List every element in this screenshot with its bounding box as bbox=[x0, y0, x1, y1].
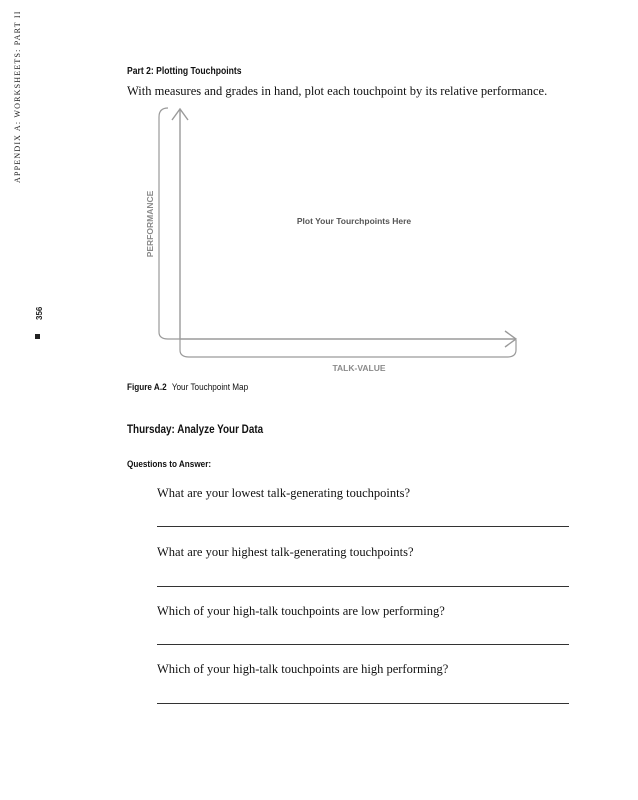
question-4: Which of your high-talk touchpoints are high performing? bbox=[157, 662, 449, 676]
running-head: APPENDIX A: WORKSHEETS: PART II bbox=[13, 10, 22, 183]
figure-caption-text: Your Touchpoint Map bbox=[171, 382, 249, 393]
section-heading: Part 2: Plotting Touchpoints bbox=[127, 66, 242, 77]
figure-frame-bottom bbox=[180, 339, 516, 357]
sidebar-square-bullet bbox=[35, 334, 40, 339]
answer-line-1[interactable] bbox=[157, 526, 569, 527]
answer-line-3[interactable] bbox=[157, 644, 569, 645]
figure-caption-label: Figure A.2 bbox=[127, 382, 167, 393]
figure-caption bbox=[127, 382, 248, 393]
touchpoint-map-figure bbox=[138, 100, 538, 380]
plot-area-label: Plot Your Tourchpoints Here bbox=[296, 216, 412, 226]
figure-frame-left bbox=[159, 108, 180, 339]
page-sidebar bbox=[31, 306, 51, 510]
question-3: Which of your high-talk touchpoints are low performing? bbox=[157, 604, 445, 618]
page-number: 356 bbox=[35, 306, 44, 320]
question-2: What are your highest talk-generating touchpoints? bbox=[157, 545, 414, 559]
thursday-heading: Thursday: Analyze Your Data bbox=[127, 424, 264, 436]
y-axis-label: PERFORMANCE bbox=[145, 190, 155, 258]
x-axis-label: TALK-VALUE bbox=[332, 363, 386, 373]
questions-heading: Questions to Answer: bbox=[127, 459, 212, 470]
answer-line-4[interactable] bbox=[157, 703, 569, 704]
answer-line-2[interactable] bbox=[157, 586, 569, 587]
question-1: What are your lowest talk-generating touchpoints? bbox=[157, 486, 411, 500]
intro-paragraph: With measures and grades in hand, plot each touchpoint by its relative performance. bbox=[127, 84, 548, 98]
